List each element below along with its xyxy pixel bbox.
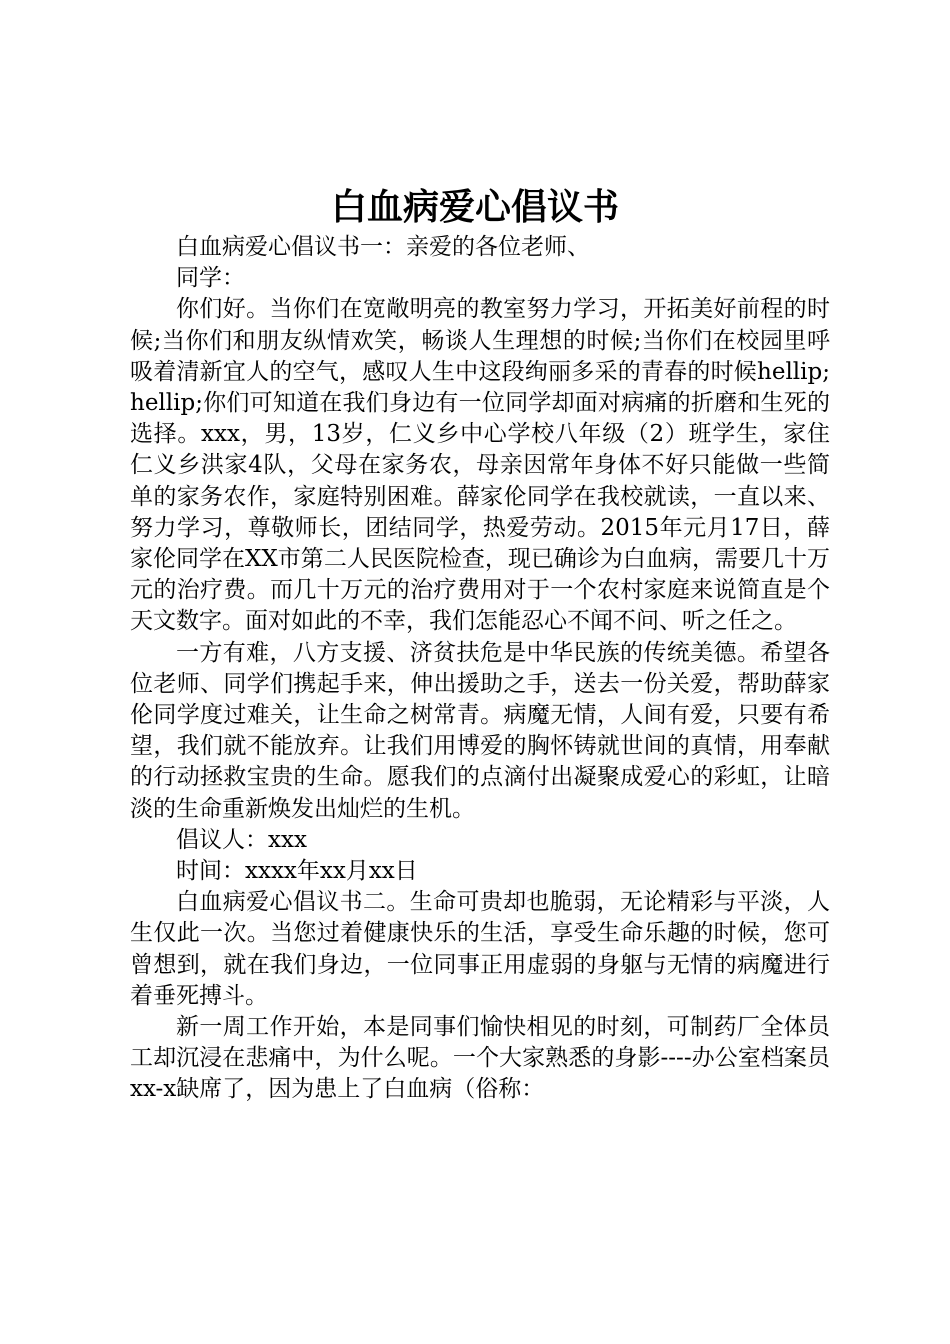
paragraph: 你们好。当你们在宽敞明亮的教室努力学习，开拓美好前程的时候;当你们和朋友纵情欢笑，畅谈人生理想的时候;当你们在校园里呼吸着清新宜人的空气，感叹人生中这段绚丽多采的青春的时候hellip;hellip;你们可知道在我们身边有一位同学却面对病痛的折磨和生死的选择。xxx，男，13岁，仁义乡中心学校八年级（2）班学生，家住仁义乡洪家4队，父母在家务农，母亲因常年身体不好只能做一些简单的家务农作，家庭特别困难。薛家伦同学在我校就读，一直以来、努力学习，尊敬师长，团结同学，热爱劳动。2015年元月17日，薛家伦同学在XX市第二人民医院检查，现已确诊为白血病，需要几十万元的治疗费。而几十万元的治疗费用对于一个农村家庭来说简直是个天文数字。面对如此的不幸，我们怎能忍心不闻不问、听之任之。 — [130, 296, 830, 635]
document-title: 白血病爱心倡议书 — [330, 187, 619, 228]
paragraph: 新一周工作开始，本是同事们愉快相见的时刻，可制药厂全体员工却沉浸在悲痛中，为什么呢。一个大家熟悉的身影----办公室档案员xx-x缺席了，因为患上了白血病（俗称： — [130, 1014, 830, 1103]
paragraph: 一方有难，八方支援、济贫扶危是中华民族的传统美德。希望各位老师、同学们携起手来，伸出援助之手，送去一份关爱，帮助薛家伦同学度过难关，让生命之树常青。病魔无情，人间有爱，只要有希望，我们就不能放弃。让我们用博爱的胸怀铸就世间的真情，用奉献的行动拯救宝贵的生命。愿我们的点滴付出凝聚成爱心的彩虹，让暗淡的生命重新焕发出灿烂的生机。 — [130, 639, 830, 822]
paragraph: 时间：xxxx年xx月xx日 — [176, 858, 418, 885]
paragraph: 白血病爱心倡议书一：亲爱的各位老师、 — [176, 234, 590, 260]
paragraph: 同学： — [176, 265, 245, 292]
paragraph: 白血病爱心倡议书二。生命可贵却也脆弱，无论精彩与平淡，人生仅此一次。当您过着健康快乐的生活，享受生命乐趣的时候，您可曾想到，就在我们身边，一位同事正用虚弱的身躯与无情的病魔进行着垂死搏斗。 — [130, 889, 830, 1009]
document-body — [130, 232, 830, 1106]
paragraph: 倡议人：xxx — [176, 826, 307, 853]
